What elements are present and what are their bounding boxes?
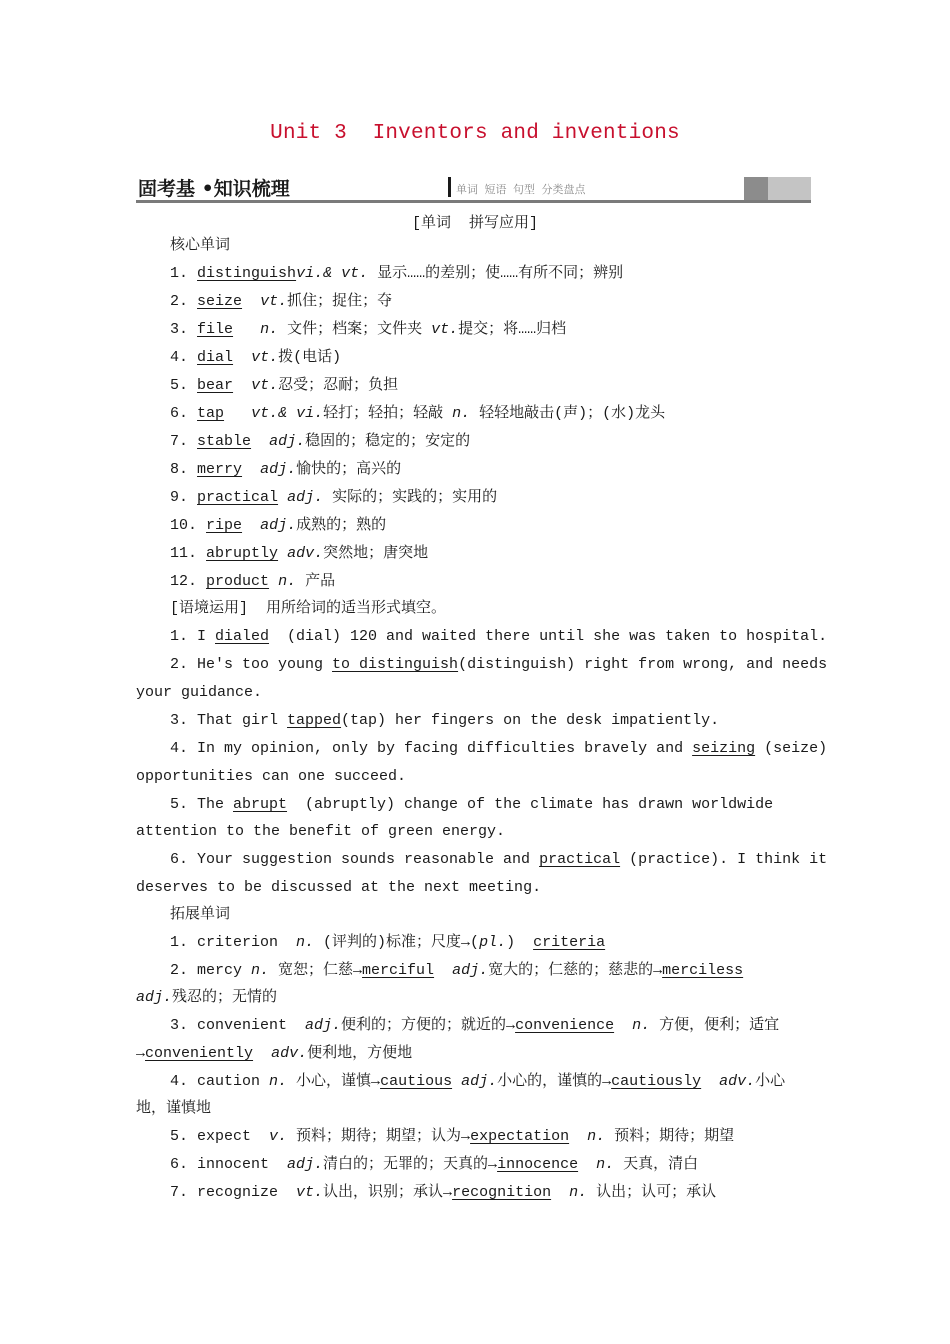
core-word: stable [197,433,252,450]
core-word-item: 8. merry adj.愉快的；高兴的 [170,461,402,478]
extended-answer: criteria [533,934,606,951]
exercise-item: 2. He's too young to distinguish(distinguish) right from wrong, and needs [170,656,828,673]
extended-answer: cautious [380,1073,453,1090]
core-word: dial [197,349,234,366]
extended-answer: recognition [452,1184,552,1201]
exercise-answer: abrupt [233,796,288,813]
core-word: ripe [206,517,243,534]
extended-continuation: →conveniently adv.便利地，方便地 [136,1045,413,1062]
extended-item: 3. convenient adj.便利的；方便的；就近的→convenience n. 方便，便利；适宜 [170,1017,780,1034]
extended-item: 6. innocent adj.清白的；无罪的；天真的→innocence n. 天真，清白 [170,1156,699,1173]
extended-answer: expectation [470,1128,570,1145]
banner-title: 固考基 •知识梳理 [138,178,290,200]
core-word-item: 4. dial vt.拨(电话) [170,349,342,366]
exercise-continuation: your guidance. [136,684,263,701]
section-banner [136,172,811,204]
extended-continuation: adj.残忍的；无情的 [136,989,278,1006]
core-word-item: 3. file n. 文件；档案；文件夹 vt.提交；将……归档 [170,321,567,338]
exercise-answer: to distinguish [332,656,459,673]
core-words-heading: 核心单词 [170,237,231,254]
extended-continuation: 地，谨慎地 [136,1100,212,1117]
extended-item: 5. expect v. 预料；期待；期望；认为→expectation n. 预料；期待；期望 [170,1128,735,1145]
exercise-continuation: deserves to be discussed at the next meeting. [136,879,542,896]
extended-answer: convenience [515,1017,615,1034]
banner-rule [136,200,811,203]
core-word-item: 12. product n. 产品 [170,573,336,590]
context-heading: [语境运用] 用所给词的适当形式填空。 [170,600,447,617]
core-word-item: 9. practical adj. 实际的；实践的；实用的 [170,489,498,506]
extended-answer: cautiously [611,1073,702,1090]
core-word-item: 11. abruptly adv.突然地；唐突地 [170,545,429,562]
exercise-item: 4. In my opinion, only by facing difficulties bravely and seizing (seize) [170,740,828,757]
extended-heading: 拓展单词 [170,906,231,923]
core-word-item: 5. bear vt.忍受；忍耐；负担 [170,377,399,394]
exercise-answer: practical [539,851,621,868]
core-word: seize [197,293,243,310]
core-word-item: 1. distinguishvi.& vt. 显示……的差别；使……有所不同；辨别 [170,265,624,282]
extended-item: 2. mercy n. 宽恕；仁慈→merciful adj.宽大的；仁慈的；慈悲的→merciless [170,962,744,979]
exercise-item: 3. That girl tapped(tap) her fingers on the desk impatiently. [170,712,720,729]
core-word-item: 2. seize vt.抓住；捉住；夺 [170,293,393,310]
core-word: product [206,573,270,590]
extended-answer: merciful [362,962,435,979]
extended-answer: conveniently [145,1045,254,1062]
section-label: [单词 拼写应用] [411,215,538,232]
banner-subtitle: 单词 短语 句型 分类盘点 [456,183,586,196]
extended-item: 1. criterion n. (评判的)标准；尺度→(pl.) criteria [170,934,606,951]
exercise-answer: dialed [215,628,270,645]
banner-block-light [768,177,811,200]
core-word: file [197,321,234,338]
core-word-item: 10. ripe adj.成熟的；熟的 [170,517,387,534]
exercise-item: 1. I dialed (dial) 120 and waited there until she was taken to hospital. [170,628,828,645]
exercise-answer: tapped [287,712,342,729]
exercise-continuation: opportunities can one succeed. [136,768,407,785]
extended-answer: innocence [497,1156,579,1173]
extended-item: 7. recognize vt.认出，识别；承认→recognition n. 认出；认可；承认 [170,1184,717,1201]
core-word: bear [197,377,234,394]
page-title: Unit 3 Inventors and inventions [270,122,680,145]
core-word-item: 6. tap vt.& vi.轻打；轻拍；轻敲 n. 轻轻地敲击(声)；(水)龙头 [170,405,666,422]
banner-block-dark [744,177,768,200]
core-word: practical [197,489,279,506]
core-word: merry [197,461,243,478]
core-word: tap [197,405,225,422]
extended-item: 4. caution n. 小心，谨慎→cautious adj.小心的，谨慎的→cautiously adv.小心 [170,1073,786,1090]
exercise-continuation: attention to the benefit of green energy. [136,823,506,840]
core-word: distinguish [197,265,297,282]
exercise-item: 5. The abrupt (abruptly) change of the climate has drawn worldwide [170,796,774,813]
banner-separator [448,177,451,197]
exercise-answer: seizing [692,740,756,757]
exercise-item: 6. Your suggestion sounds reasonable and practical (practice). I think it [170,851,828,868]
core-word: abruptly [206,545,279,562]
core-word-item: 7. stable adj.稳固的；稳定的；安定的 [170,433,471,450]
extended-answer: merciless [662,962,744,979]
